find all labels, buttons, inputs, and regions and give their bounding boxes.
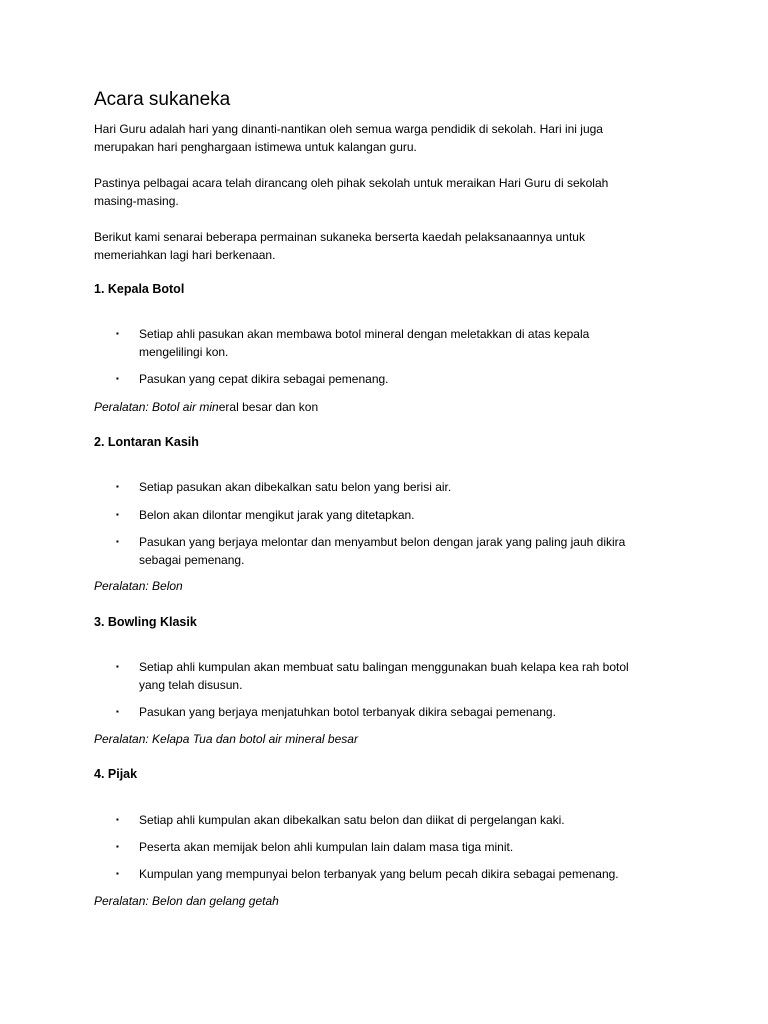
game-2-item-2-line-1: Belon akan dilontar mengikut jarak yang ditetapkan. <box>139 508 415 522</box>
game-4-item-2-line-1: Peserta akan memijak belon ahli kumpulan lain dalam masa tiga minit. <box>139 840 514 854</box>
bullet-icon: ▪ <box>116 662 119 671</box>
bullet-icon: ▪ <box>116 707 119 716</box>
game-4-equipment: Peralatan: Belon dan gelang getah <box>94 894 279 908</box>
game-3-item-1-line-1: Setiap ahli kumpulan akan membuat satu balingan menggunakan buah kelapa kea rah botol <box>139 660 629 674</box>
game-1-heading: 1. Kepala Botol <box>94 282 185 296</box>
bullet-icon: ▪ <box>116 329 119 338</box>
game-4-item-3-line-1: Kumpulan yang mempunyai belon terbanyak yang belum pecah dikira sebagai pemenang. <box>139 867 619 881</box>
intro-paragraph-2-line-1: Pastinya pelbagai acara telah dirancang oleh pihak sekolah untuk meraikan Hari Guru di sekolah <box>94 176 609 190</box>
bullet-icon: ▪ <box>116 815 119 824</box>
game-3-item-1-line-2: yang telah disusun. <box>139 678 243 692</box>
bullet-icon: ▪ <box>116 869 119 878</box>
game-2-equipment: Peralatan: Belon <box>94 579 183 593</box>
game-1-equipment-italic: Peralatan: Botol air min <box>94 400 219 414</box>
game-3-item-2-line-1: Pasukan yang berjaya menjatuhkan botol terbanyak dikira sebagai pemenang. <box>139 705 556 719</box>
document-title: Acara sukaneka <box>94 89 231 110</box>
intro-paragraph-3-line-1: Berikut kami senarai beberapa permainan sukaneka berserta kaedah pelaksanaannya untuk <box>94 230 585 244</box>
game-1-item-2-line-1: Pasukan yang cepat dikira sebagai pemenang. <box>139 372 389 386</box>
intro-paragraph-1-line-2: merupakan hari penghargaan istimewa untuk kalangan guru. <box>94 140 417 154</box>
game-3-equipment: Peralatan: Kelapa Tua dan botol air mineral besar <box>94 732 358 746</box>
game-1-equipment-regular: eral besar dan kon <box>218 400 319 414</box>
game-4-heading: 4. Pijak <box>94 767 138 781</box>
bullet-icon: ▪ <box>116 537 119 546</box>
game-1-item-1-line-1: Setiap ahli pasukan akan membawa botol mineral dengan meletakkan di atas kepala <box>139 327 590 341</box>
bullet-icon: ▪ <box>116 842 119 851</box>
bullet-icon: ▪ <box>116 482 119 491</box>
game-2-heading: 2. Lontaran Kasih <box>94 435 199 449</box>
game-2-item-3-line-2: sebagai pemenang. <box>139 553 245 567</box>
game-1-item-1-line-2: mengelilingi kon. <box>139 345 229 359</box>
bullet-icon: ▪ <box>116 510 119 519</box>
game-4-item-1-line-1: Setiap ahli kumpulan akan dibekalkan satu belon dan diikat di pergelangan kaki. <box>139 813 565 827</box>
game-2-item-1-line-1: Setiap pasukan akan dibekalkan satu belon yang berisi air. <box>139 480 452 494</box>
intro-paragraph-1-line-1: Hari Guru adalah hari yang dinanti-nantikan oleh semua warga pendidik di sekolah. Hari ini juga <box>94 122 603 136</box>
game-1-equipment <box>94 399 318 415</box>
bullet-icon: ▪ <box>116 374 119 383</box>
game-2-item-3-line-1: Pasukan yang berjaya melontar dan menyambut belon dengan jarak yang paling jauh dikira <box>139 535 626 549</box>
intro-paragraph-3-line-2: memeriahkan lagi hari berkenaan. <box>94 248 276 262</box>
intro-paragraph-2-line-2: masing-masing. <box>94 194 179 208</box>
game-3-heading: 3. Bowling Klasik <box>94 615 197 629</box>
